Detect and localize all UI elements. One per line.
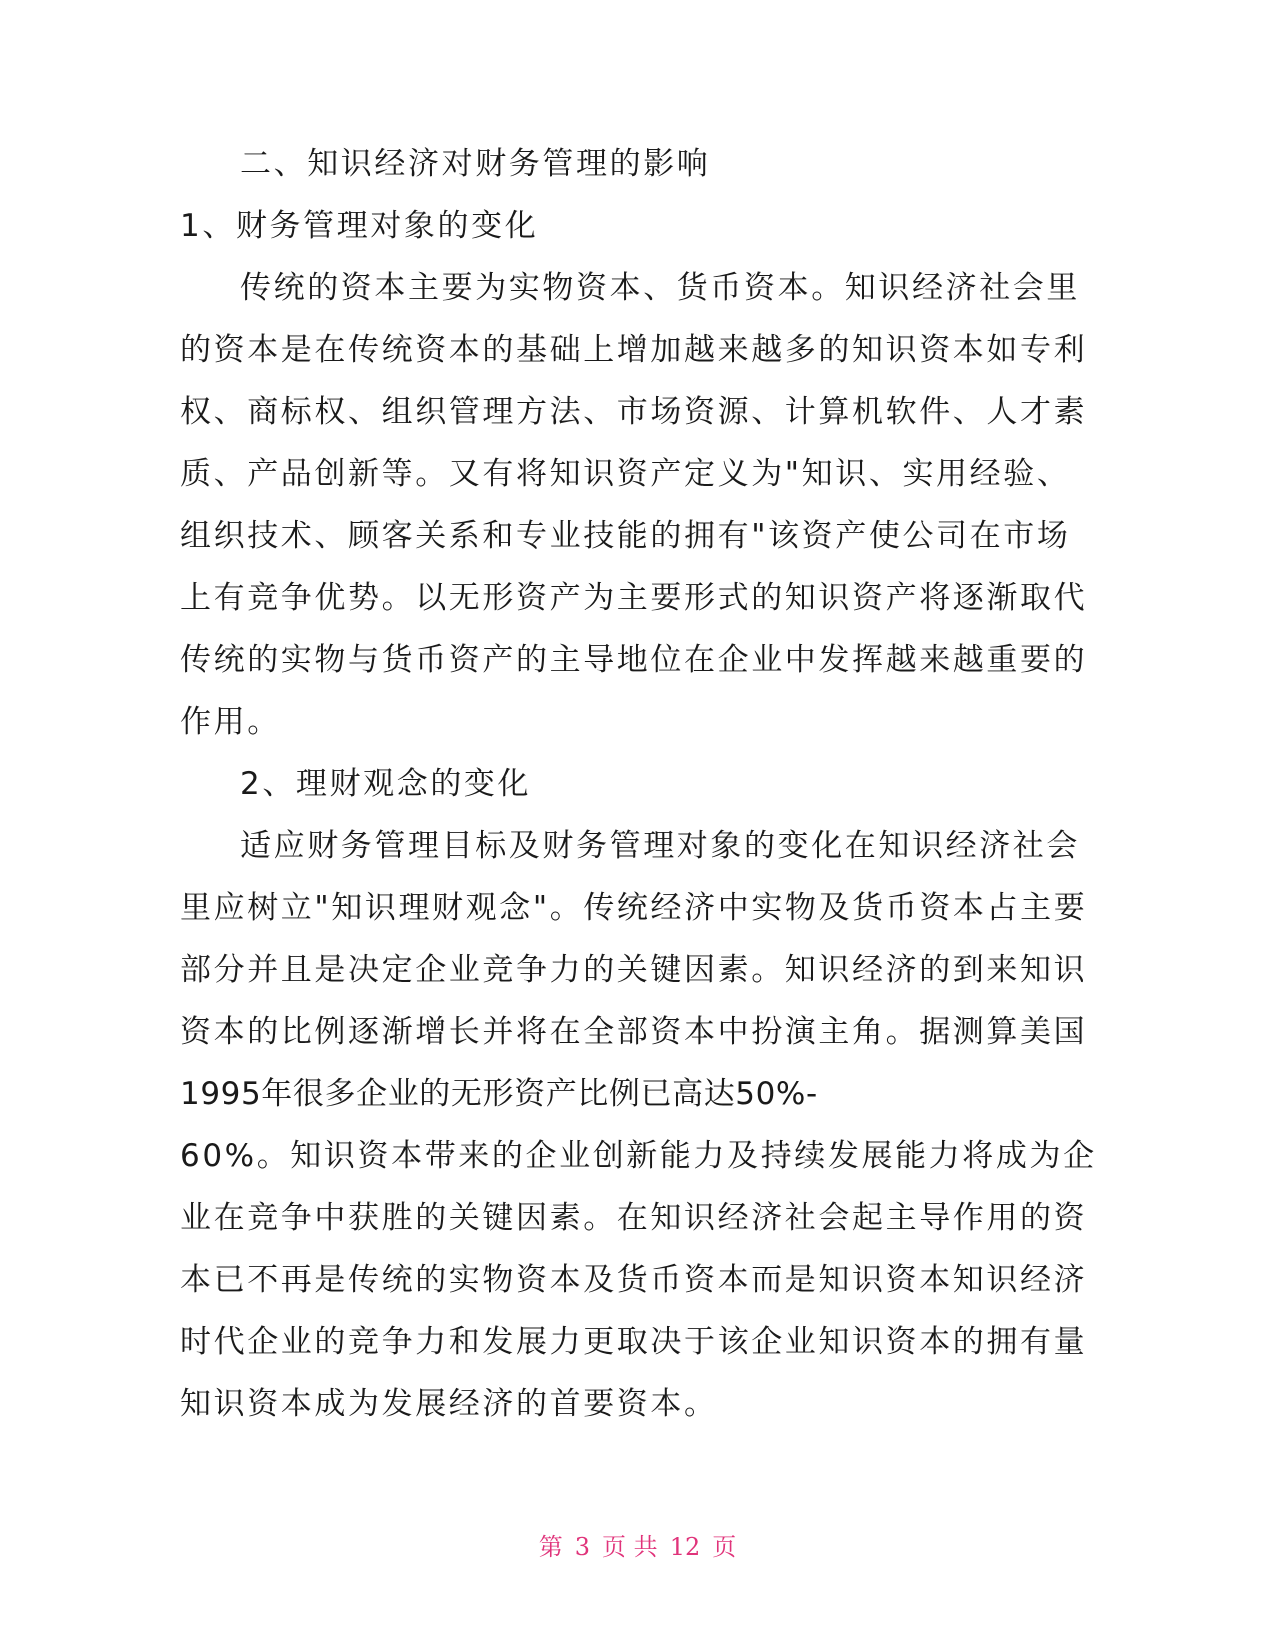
total-page-count: 12 [669, 1533, 701, 1561]
paragraph-line: 传统的资本主要为实物资本、货币资本。知识经济社会里 [240, 270, 1080, 306]
paragraph-line: 业在竞争中获胜的关键因素。在知识经济社会起主导作用的资 [180, 1200, 1088, 1236]
paragraph-line: 传统的实物与货币资产的主导地位在企业中发挥越来越重要的 [180, 642, 1088, 678]
section-heading: 二、知识经济对财务管理的影响 [240, 146, 711, 182]
paragraph-line: 60%。知识资本带来的企业创新能力及持续发展能力将成为企 [180, 1138, 1097, 1174]
paragraph-line: 适应财务管理目标及财务管理对象的变化在知识经济社会 [240, 828, 1080, 864]
paragraph-line: 本已不再是传统的实物资本及货币资本而是知识资本知识经济 [180, 1262, 1088, 1298]
footer-prefix: 第 [538, 1533, 563, 1561]
paragraph-line: 1995年很多企业的无形资产比例已高达50%- [180, 1076, 818, 1112]
paragraph-line: 的资本是在传统资本的基础上增加越来越多的知识资本如专利 [180, 332, 1088, 368]
paragraph-line: 上有竞争优势。以无形资产为主要形式的知识资产将逐渐取代 [180, 580, 1088, 616]
paragraph-line: 资本的比例逐渐增长并将在全部资本中扮演主角。据测算美国 [180, 1014, 1088, 1050]
paragraph-line: 里应树立"知识理财观念"。传统经济中实物及货币资本占主要 [180, 890, 1088, 926]
footer-suffix: 页 [712, 1533, 737, 1561]
paragraph-line: 时代企业的竞争力和发展力更取决于该企业知识资本的拥有量 [180, 1324, 1088, 1360]
current-page-number: 3 [574, 1533, 591, 1561]
paragraph-line: 作用。 [180, 704, 281, 740]
subsection-heading: 1、财务管理对象的变化 [180, 208, 539, 244]
footer-middle: 页 共 [602, 1533, 658, 1561]
subsection-heading: 2、理财观念的变化 [240, 766, 532, 802]
paragraph-line: 质、产品创新等。又有将知识资产定义为"知识、实用经验、 [180, 456, 1071, 492]
paragraph-line: 部分并且是决定企业竞争力的关键因素。知识经济的到来知识 [180, 952, 1088, 988]
paragraph-line: 知识资本成为发展经济的首要资本。 [180, 1386, 718, 1422]
page-footer [0, 1532, 1275, 1562]
paragraph-line: 权、商标权、组织管理方法、市场资源、计算机软件、人才素 [180, 394, 1088, 430]
paragraph-line: 组织技术、顾客关系和专业技能的拥有"该资产使公司在市场 [180, 518, 1071, 554]
